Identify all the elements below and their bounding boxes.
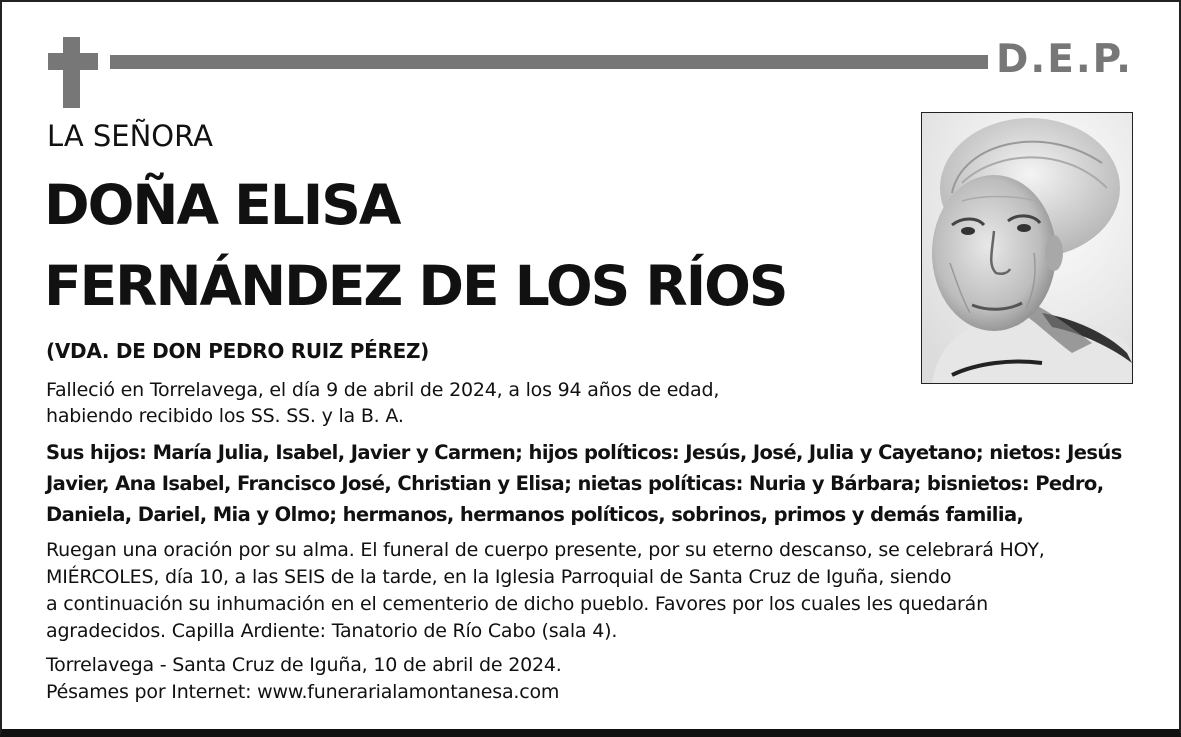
funeral-line3: a continuación su inhumación en el cementerio de dicho pueblo. Favores por los cuales les quedarán <box>46 593 988 615</box>
footer-condolences: Pésames por Internet: www.funerarialamontanesa.com <box>46 681 560 703</box>
death-notice-line1: Falleció en Torrelavega, el día 9 de abril de 2024, a los 94 años de edad, <box>46 379 720 401</box>
deceased-name-line2: FERNÁNDEZ DE LOS RÍOS <box>44 254 787 318</box>
family-line2: Javier, Ana Isabel, Francisco José, Christian y Elisa; nietas políticas: Nuria y Bárbara; bisnietos: Pedro, <box>46 472 1104 495</box>
death-notice-line2: habiendo recibido los SS. SS. y la B. A. <box>46 405 404 427</box>
footer-place-date: Torrelavega - Santa Cruz de Iguña, 10 de abril de 2024. <box>46 654 562 676</box>
family-line1: Sus hijos: María Julia, Isabel, Javier y Carmen; hijos políticos: Jesús, José, Julia y Cayetano; nietos: Jesús <box>46 441 1122 464</box>
portrait-photo <box>921 112 1133 384</box>
header-rule <box>110 55 988 69</box>
funeral-line2: MIÉRCOLES, día 10, a las SEIS de la tarde, en la Iglesia Parroquial de Santa Cruz de Iguña, siendo <box>46 566 952 588</box>
widow-of: (VDA. DE DON PEDRO RUIZ PÉREZ) <box>46 339 430 363</box>
deceased-name-line1: DOÑA ELISA <box>44 173 400 237</box>
dep-label: D.E.P. <box>996 37 1133 82</box>
funeral-line1: Ruegan una oración por su alma. El funeral de cuerpo presente, por su eterno descanso, se celebrará HOY, <box>46 539 1045 561</box>
title-kicker: LA SEÑORA <box>47 119 213 153</box>
funeral-line4: agradecidos. Capilla Ardiente: Tanatorio de Río Cabo (sala 4). <box>46 620 618 642</box>
family-line3: Daniela, Dariel, Mia y Olmo; hermanos, hermanos políticos, sobrinos, primos y demás familia, <box>46 503 1024 526</box>
